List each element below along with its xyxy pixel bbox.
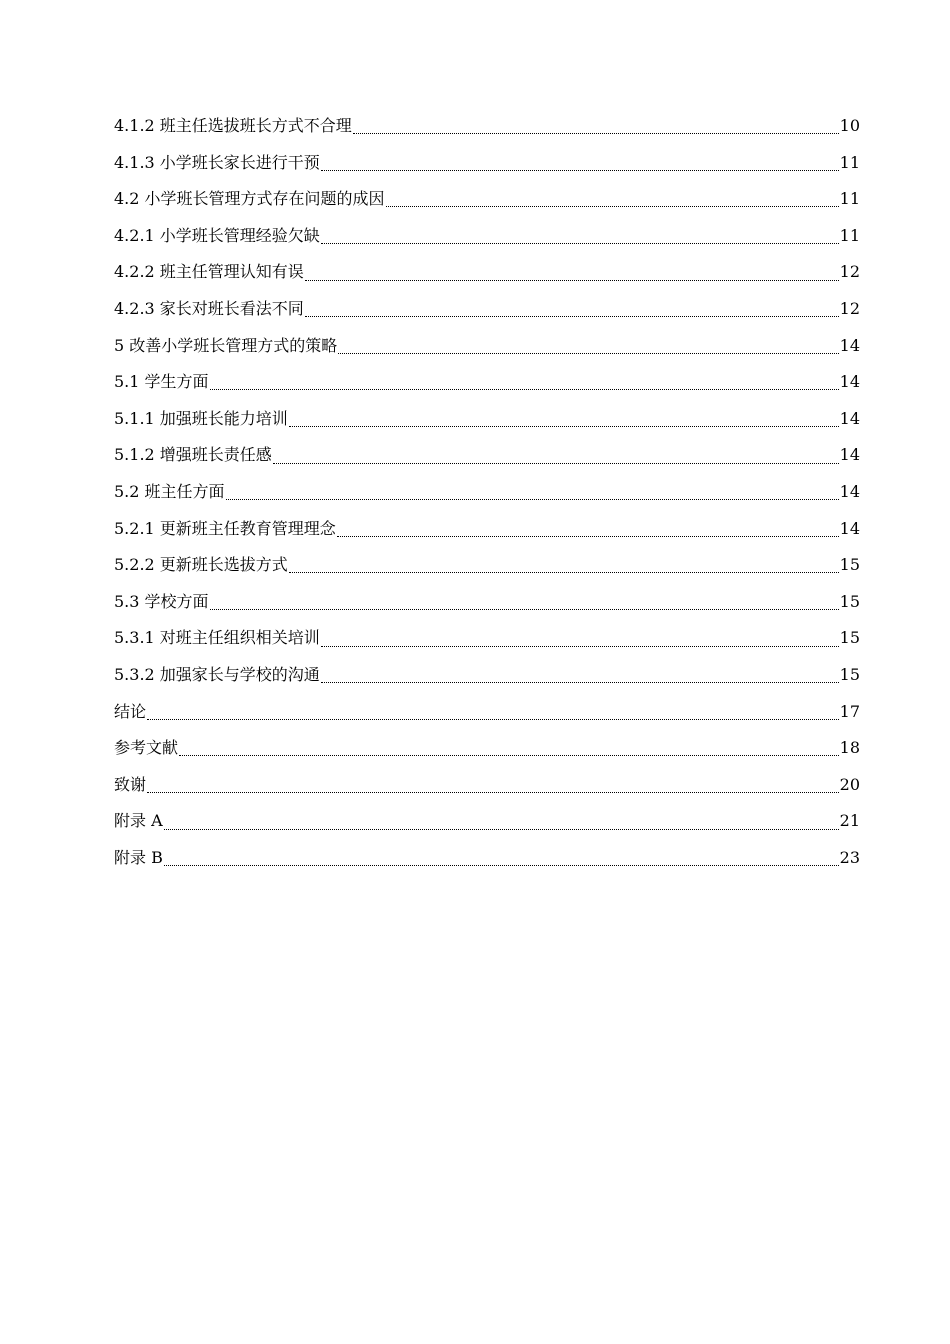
toc-entry-page: 17 [839, 701, 860, 721]
toc-entry-title: 4.2.2 班主任管理认知有误 [114, 262, 304, 282]
toc-entry-title: 5.3.1 对班主任组织相关培训 [114, 628, 320, 648]
toc-dot-leader [338, 352, 838, 354]
toc-entry-page: 15 [839, 591, 860, 611]
toc-entry[interactable] [114, 368, 860, 405]
toc-entry-title: 5.3.2 加强家长与学校的沟通 [114, 664, 320, 684]
toc-dot-leader [226, 498, 839, 500]
toc-entry-title: 5.2 班主任方面 [114, 481, 225, 501]
toc-entry[interactable] [114, 698, 860, 735]
toc-entry[interactable] [114, 332, 860, 369]
toc-entry-page: 20 [839, 774, 860, 794]
toc-entry-page: 15 [839, 664, 860, 684]
toc-entry-title: 4.2.1 小学班长管理经验欠缺 [114, 225, 320, 245]
toc-entry-title: 4.2 小学班长管理方式存在问题的成因 [114, 189, 385, 209]
toc-entry-title: 5.1.1 加强班长能力培训 [114, 408, 288, 428]
toc-dot-leader [321, 242, 839, 244]
toc-entry[interactable] [114, 588, 860, 625]
toc-dot-leader [321, 681, 839, 683]
toc-entry[interactable] [114, 112, 860, 149]
toc-entry[interactable] [114, 478, 860, 515]
toc-entry-title: 5.1 学生方面 [114, 372, 209, 392]
toc-entry-page: 14 [839, 445, 860, 465]
toc-entry[interactable] [114, 258, 860, 295]
toc-dot-leader [147, 791, 839, 793]
table-of-contents [114, 112, 860, 880]
toc-entry-page: 12 [839, 298, 860, 318]
toc-entry-title: 5.3 学校方面 [114, 591, 209, 611]
toc-entry-page: 23 [839, 847, 860, 867]
toc-entry-title: 4.1.3 小学班长家长进行干预 [114, 152, 320, 172]
toc-entry[interactable] [114, 771, 860, 808]
toc-entry-title: 4.1.2 班主任选拔班长方式不合理 [114, 116, 352, 135]
toc-entry-title: 附录 B [114, 847, 163, 867]
toc-entry-page: 18 [839, 738, 860, 758]
toc-entry[interactable] [114, 624, 860, 661]
toc-entry[interactable] [114, 661, 860, 698]
toc-entry-page: 14 [839, 408, 860, 428]
toc-dot-leader [210, 388, 839, 390]
toc-entry-page: 10 [839, 116, 860, 135]
toc-entry-title: 5.2.2 更新班长选拔方式 [114, 555, 288, 575]
toc-entry-title: 致谢 [114, 774, 147, 794]
toc-entry[interactable] [114, 295, 860, 332]
toc-entry[interactable] [114, 222, 860, 259]
toc-entry-title: 5.1.2 增强班长责任感 [114, 445, 272, 465]
toc-entry-page: 21 [839, 811, 860, 831]
toc-entry[interactable] [114, 515, 860, 552]
toc-dot-leader [305, 279, 839, 281]
toc-entry[interactable] [114, 185, 860, 222]
toc-entry-title: 5 改善小学班长管理方式的策略 [114, 335, 338, 355]
toc-entry-page: 11 [839, 189, 860, 209]
toc-dot-leader [179, 754, 839, 756]
toc-dot-leader [147, 718, 839, 720]
toc-entry[interactable] [114, 405, 860, 442]
toc-entry-title: 结论 [114, 701, 147, 721]
toc-entry-page: 14 [839, 372, 860, 392]
toc-entry-page: 11 [839, 152, 860, 172]
toc-entry-title: 4.2.3 家长对班长看法不同 [114, 298, 304, 318]
toc-entry[interactable] [114, 844, 860, 881]
toc-dot-leader [353, 132, 839, 134]
toc-dot-leader [273, 462, 839, 464]
toc-entry-title: 参考文献 [114, 738, 179, 758]
toc-entry-page: 15 [839, 628, 860, 648]
toc-dot-leader [164, 828, 839, 830]
toc-entry-page: 14 [839, 518, 860, 538]
toc-dot-leader [386, 205, 839, 207]
toc-entry-page: 14 [839, 481, 860, 501]
toc-dot-leader [164, 864, 839, 866]
toc-dot-leader [321, 169, 839, 171]
toc-entry-page: 11 [839, 225, 860, 245]
toc-entry-page: 12 [839, 262, 860, 282]
toc-entry-page: 14 [839, 335, 860, 355]
toc-entry-title: 附录 A [114, 811, 163, 831]
toc-entry[interactable] [114, 807, 860, 844]
toc-dot-leader [289, 571, 839, 573]
toc-dot-leader [289, 425, 839, 427]
toc-entry[interactable] [114, 734, 860, 771]
toc-entry-title: 5.2.1 更新班主任教育管理理念 [114, 518, 336, 538]
toc-dot-leader [321, 645, 839, 647]
toc-entry[interactable] [114, 149, 860, 186]
toc-entry-page: 15 [839, 555, 860, 575]
toc-dot-leader [337, 535, 839, 537]
toc-dot-leader [305, 315, 839, 317]
toc-entry[interactable] [114, 551, 860, 588]
toc-dot-leader [210, 608, 839, 610]
toc-entry[interactable] [114, 441, 860, 478]
